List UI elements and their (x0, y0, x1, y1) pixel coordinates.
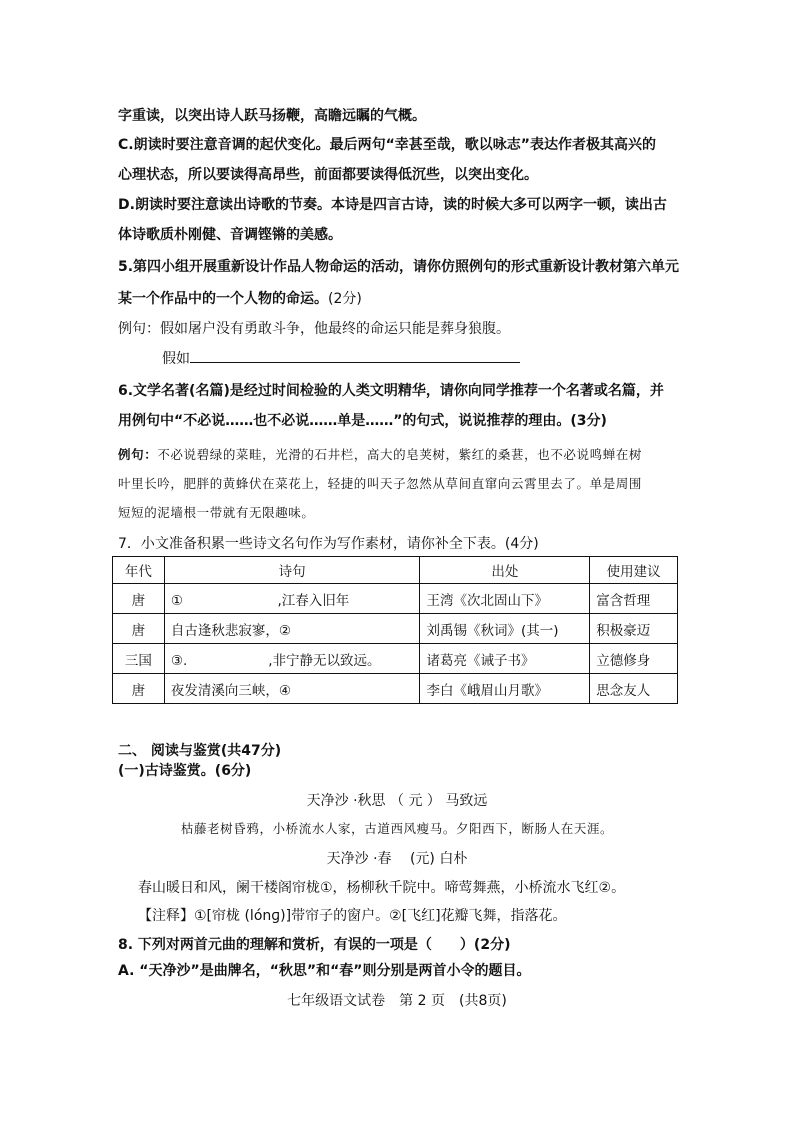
cell-era: 唐 (113, 614, 165, 644)
poem-2-title: 天净沙 ·春 (元) 白朴 (326, 851, 468, 867)
cell-era: 唐 (113, 674, 165, 704)
answer-prefix: 假如 (162, 351, 190, 367)
poem-1-title: 天净沙 ·秋思 （ 元 ） 马致远 (306, 793, 488, 809)
question-8-option-a: A. “天净沙”是曲牌名，“秋思”和“春”则分别是两首小令的题目。 (118, 963, 531, 979)
question-5-score: (2分) (328, 291, 362, 307)
question-5-text: 某一个作品中的一个人物的命运。 (118, 291, 328, 307)
poem-2-text: 春山暖日和风，阑干楼阁帘栊①，杨柳秋千院中。啼莺舞燕，小桥流水飞红②。 (138, 880, 626, 896)
question-8-stem: 8. 下列对两首元曲的理解和赏析，有误的一项是（ ）(2分) (118, 937, 511, 953)
example-text: 假如屠户没有勇敢斗争，他最终的命运只能是葬身狼腹。 (160, 321, 510, 337)
table-row (113, 584, 678, 614)
cell-era: 唐 (113, 584, 165, 614)
example-label: 例句： (118, 447, 158, 462)
cell-suggestion: 积极豪迈 (590, 614, 678, 644)
poem-1-text: 枯藤老树昏鸦，小桥流水人家，古道西风瘦马。夕阳西下，断肠人在天涯。 (180, 821, 614, 836)
cell-era: 三国 (113, 644, 165, 674)
option-d-line1: D.朗读时要注意读出诗歌的节奏。本诗是四言古诗，读的时候大多可以两字一顿，读出古 (118, 197, 667, 213)
header-suggestion: 使用建议 (590, 557, 678, 584)
page-footer: 七年级语文试卷 第 2 页 (共8页) (287, 993, 507, 1009)
section-2-title: 二、 阅读与鉴赏(共47分) (118, 743, 282, 759)
question-5-example (118, 320, 510, 338)
poem-table (112, 556, 678, 704)
question-6-example-line3: 短短的泥墙根一带就有无限趣味。 (118, 505, 315, 520)
cell-source: 王湾《次北固山下》 (420, 584, 590, 614)
section-2-subtitle: (一)古诗鉴赏。(6分) (118, 763, 252, 779)
table-header-row (113, 557, 678, 584)
cell-suggestion: 立德修身 (590, 644, 678, 674)
question-7-title: 7．小文准备积累一些诗文名句作为写作素材，请你补全下表。(4分) (118, 536, 539, 552)
answer-blank[interactable] (190, 348, 520, 363)
poem-2-note: 【注释】①[帘栊 (lónɡ)]带帘子的窗户。②[飞红]花瓣飞舞，指落花。 (138, 908, 567, 924)
question-6-line2: 用例句中“不必说……也不必说……单是……”的句式，说说推荐的理由。(3分) (118, 413, 607, 429)
question-5-answer-line (162, 348, 520, 368)
option-c-line1: C.朗读时要注意音调的起伏变化。最后两句“幸甚至哉，歌以咏志”表达作者极其高兴的 (118, 137, 656, 153)
table-row (113, 674, 678, 704)
header-verse: 诗句 (164, 557, 420, 584)
question-5-line1: 5.第四小组开展重新设计作品人物命运的活动，请你仿照例句的形式重新设计教材第六单元 (118, 259, 680, 275)
option-d-line2: 体诗歌质朴刚健、音调铿锵的美感。 (118, 227, 342, 243)
question-5-line2 (118, 290, 362, 308)
cell-verse[interactable]: ③. ,非宁静无以致远。 (164, 644, 420, 674)
cell-source: 刘禹锡《秋词》(其一) (420, 614, 590, 644)
question-6-example-line2: 叶里长吟，肥胖的黄蜂伏在菜花上，轻捷的叫天子忽然从草间直窜向云霄里去了。单是周围 (118, 476, 643, 491)
option-c-line2: 心理状态，所以要读得高昂些，前面都要读得低沉些，以突出变化。 (118, 167, 538, 183)
table-row (113, 644, 678, 674)
cell-verse[interactable]: 自古逢秋悲寂寥，② (164, 614, 420, 644)
question-6-example-line1 (118, 446, 642, 464)
cell-suggestion: 富含哲理 (590, 584, 678, 614)
header-era: 年代 (113, 557, 165, 584)
table-row (113, 614, 678, 644)
option-b-continuation: 字重读，以突出诗人跃马扬鞭，高瞻远瞩的气概。 (118, 108, 426, 124)
example-label: 例句： (118, 321, 160, 337)
cell-verse[interactable]: ① ,江春入旧年 (164, 584, 420, 614)
question-6-line1: 6.文学名著(名篇)是经过时间检验的人类文明精华，请你向同学推荐一个名著或名篇，并 (118, 383, 664, 399)
cell-source: 李白《峨眉山月歌》 (420, 674, 590, 704)
cell-verse[interactable]: 夜发清溪向三峡，④ (164, 674, 420, 704)
cell-suggestion: 思念友人 (590, 674, 678, 704)
example-text: 不必说碧绿的菜畦，光滑的石井栏，高大的皂荚树，紫红的桑葚，也不必说鸣蝉在树 (157, 447, 643, 462)
cell-source: 诸葛亮《诫子书》 (420, 644, 590, 674)
header-source: 出处 (420, 557, 590, 584)
